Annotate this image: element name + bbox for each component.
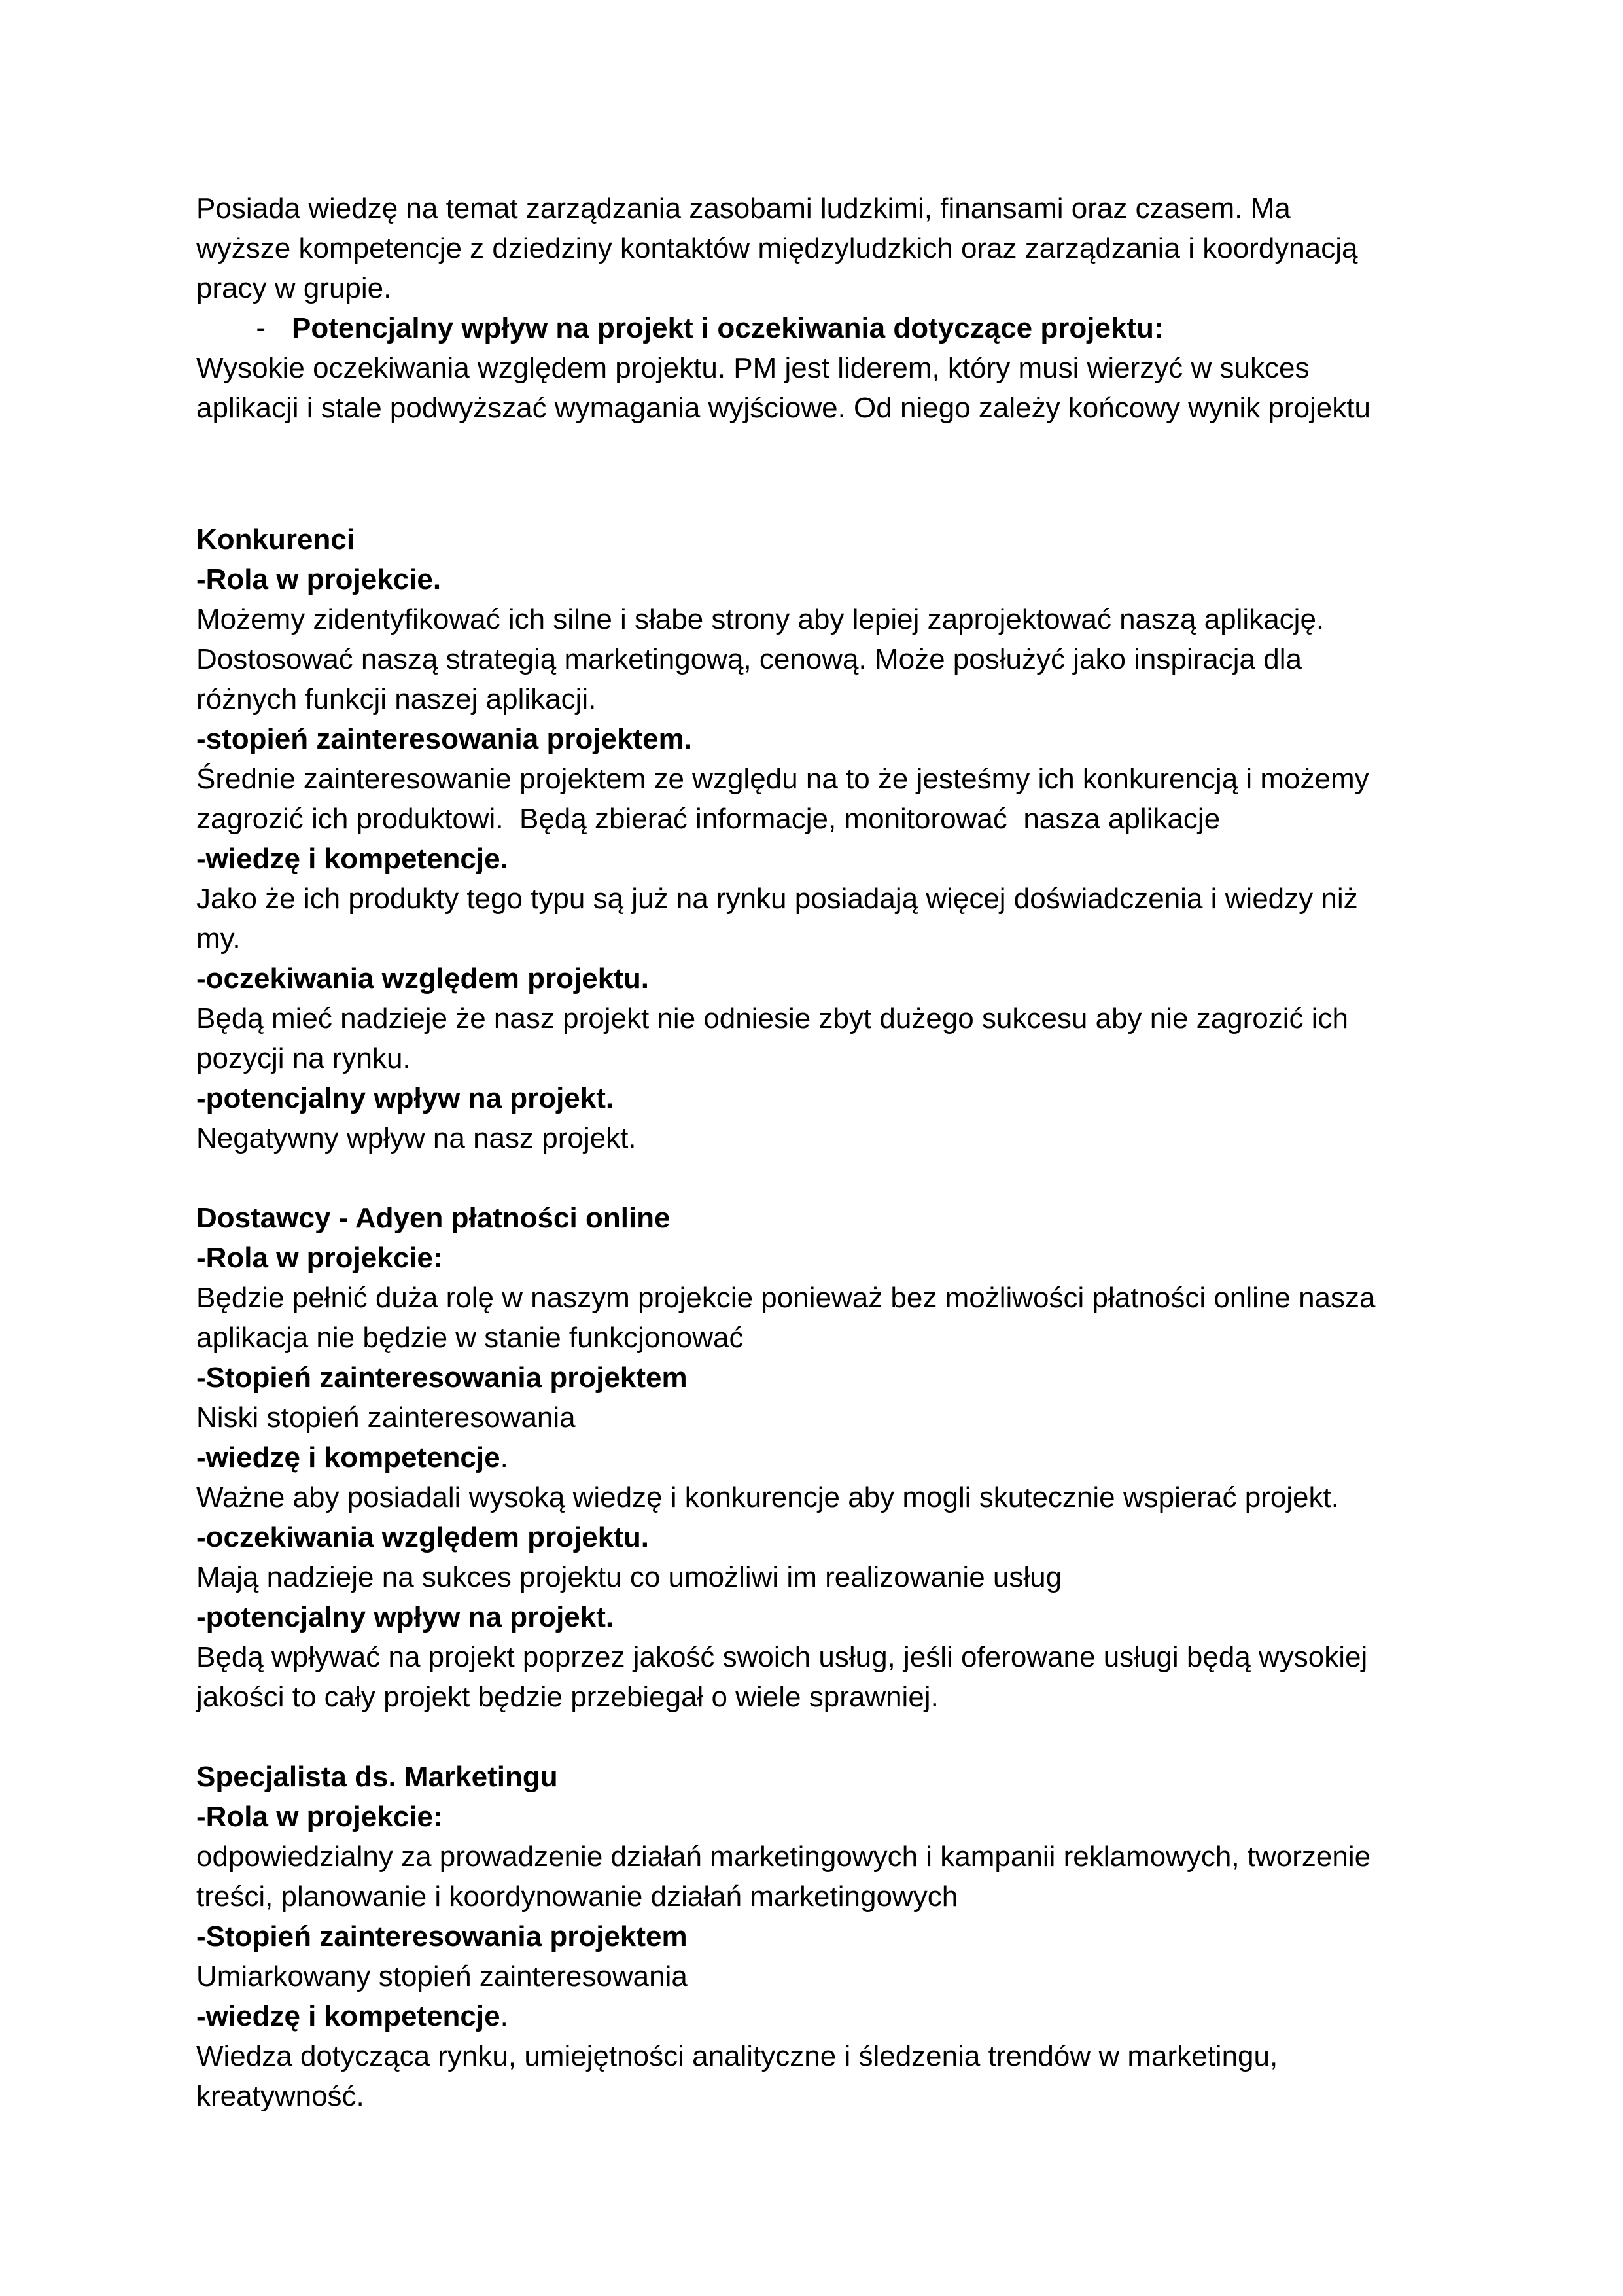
intro-paragraph: [196, 188, 1439, 308]
text-line: treści, planowanie i koordynowanie działań marketingowych: [196, 1881, 958, 1913]
text-line: Będą wpływać na projekt poprzez jakość swoich usług, jeśli oferowane usługi będą wysokiej: [196, 1641, 1368, 1673]
text-line: pracy w grupie.: [196, 272, 392, 304]
text-line: Wiedza dotycząca rynku, umiejętności analityczne i śledzenia trendów w marketingu,: [196, 2040, 1278, 2072]
text-line: Wysokie oczekiwania względem projektu. PM jest liderem, który musi wierzyć w sukces: [196, 352, 1310, 384]
block-heading-row: [196, 1438, 1439, 1477]
text-line: Jako że ich produkty tego typu są już na rynku posiadają więcej doświadczenia i wiedzy niż: [196, 883, 1358, 915]
section-title: Specjalista ds. Marketingu: [196, 1761, 558, 1793]
text-line: kreatywność.: [196, 2080, 364, 2112]
block-heading: -Rola w projekcie:: [196, 1801, 443, 1833]
block-heading: -Stopień zainteresowania projektem: [196, 1920, 688, 1952]
text-line: odpowiedzialny za prowadzenie działań marketingowych i kampanii reklamowych, tworzenie: [196, 1841, 1371, 1873]
block-heading: -wiedzę i kompetencje.: [196, 843, 508, 875]
section-title: Dostawcy - Adyen płatności online: [196, 1202, 671, 1234]
section-dostawcy: [196, 1198, 1439, 1717]
text-line: aplikacja nie będzie w stanie funkcjonować: [196, 1322, 744, 1354]
text-line: Dostosować naszą strategią marketingową, cenową. Może posłużyć jako inspiracja dla: [196, 643, 1302, 675]
text-line: Będą mieć nadzieje że nasz projekt nie odniesie zbyt dużego sukcesu aby nie zagrozić ich: [196, 1002, 1349, 1034]
text-line: pozycji na rynku.: [196, 1042, 411, 1074]
block-heading: -oczekiwania względem projektu.: [196, 1521, 649, 1553]
text-line: Mają nadzieje na sukces projektu co umożliwi im realizowanie usług: [196, 1561, 1062, 1593]
text-line: Niski stopień zainteresowania: [196, 1402, 576, 1434]
text-line: Umiarkowany stopień zainteresowania: [196, 1960, 688, 1992]
block-heading: -wiedzę i kompetencje: [196, 1441, 500, 1474]
block-heading: -oczekiwania względem projektu.: [196, 963, 649, 995]
section-title: Konkurenci: [196, 523, 355, 556]
block-heading: -potencjalny wpływ na projekt.: [196, 1082, 614, 1114]
bullet-heading: Potencjalny wpływ na projekt i oczekiwania dotyczące projektu:: [292, 312, 1164, 344]
block-heading: -Rola w projekcie:: [196, 1242, 443, 1274]
section-konkurenci: [196, 520, 1439, 1158]
block-heading-suffix: .: [500, 1441, 508, 1474]
text-line: wyższe kompetencje z dziedziny kontaktów międzyludzkich oraz zarządzania i koordynacją: [196, 232, 1358, 264]
text-line: Średnie zainteresowanie projektem ze względu na to że jesteśmy ich konkurencją i możemy: [196, 763, 1369, 795]
text-line: jakości to cały projekt będzie przebiegał o wiele sprawniej.: [196, 1681, 939, 1713]
text-line: aplikacji i stale podwyższać wymagania wyjściowe. Od niego zależy końcowy wynik projektu: [196, 392, 1370, 424]
section-specjalista-marketingu: [196, 1757, 1439, 2116]
text-line: Będzie pełnić duża rolę w naszym projekcie ponieważ bez możliwości płatności online nasza: [196, 1282, 1376, 1314]
block-heading-suffix: .: [500, 2000, 508, 2032]
text-line: my.: [196, 923, 241, 955]
text-line: Negatywny wpływ na nasz projekt.: [196, 1122, 637, 1154]
text-line: Możemy zidentyfikować ich silne i słabe strony aby lepiej zaprojektować naszą aplikację.: [196, 603, 1325, 635]
block-heading: -wiedzę i kompetencje: [196, 2000, 500, 2032]
text-line: Posiada wiedzę na temat zarządzania zasobami ludzkimi, finansami oraz czasem. Ma: [196, 192, 1291, 224]
bullet-marker: -: [256, 312, 266, 344]
text-line: różnych funkcji naszej aplikacji.: [196, 683, 597, 715]
document-page: [196, 188, 1439, 2116]
block-heading: -Stopień zainteresowania projektem: [196, 1362, 688, 1394]
block-heading-row: [196, 1996, 1439, 2036]
text-line: zagrozić ich produktowi. Będą zbierać informacje, monitorować nasza aplikacje: [196, 803, 1221, 835]
bullet-item: [196, 308, 1439, 348]
text-line: Ważne aby posiadali wysoką wiedzę i konkurencje aby mogli skutecznie wspierać projekt.: [196, 1481, 1339, 1513]
block-heading: -stopień zainteresowania projektem.: [196, 723, 692, 755]
block-heading: -Rola w projekcie.: [196, 563, 442, 595]
block-heading: -potencjalny wpływ na projekt.: [196, 1601, 614, 1633]
